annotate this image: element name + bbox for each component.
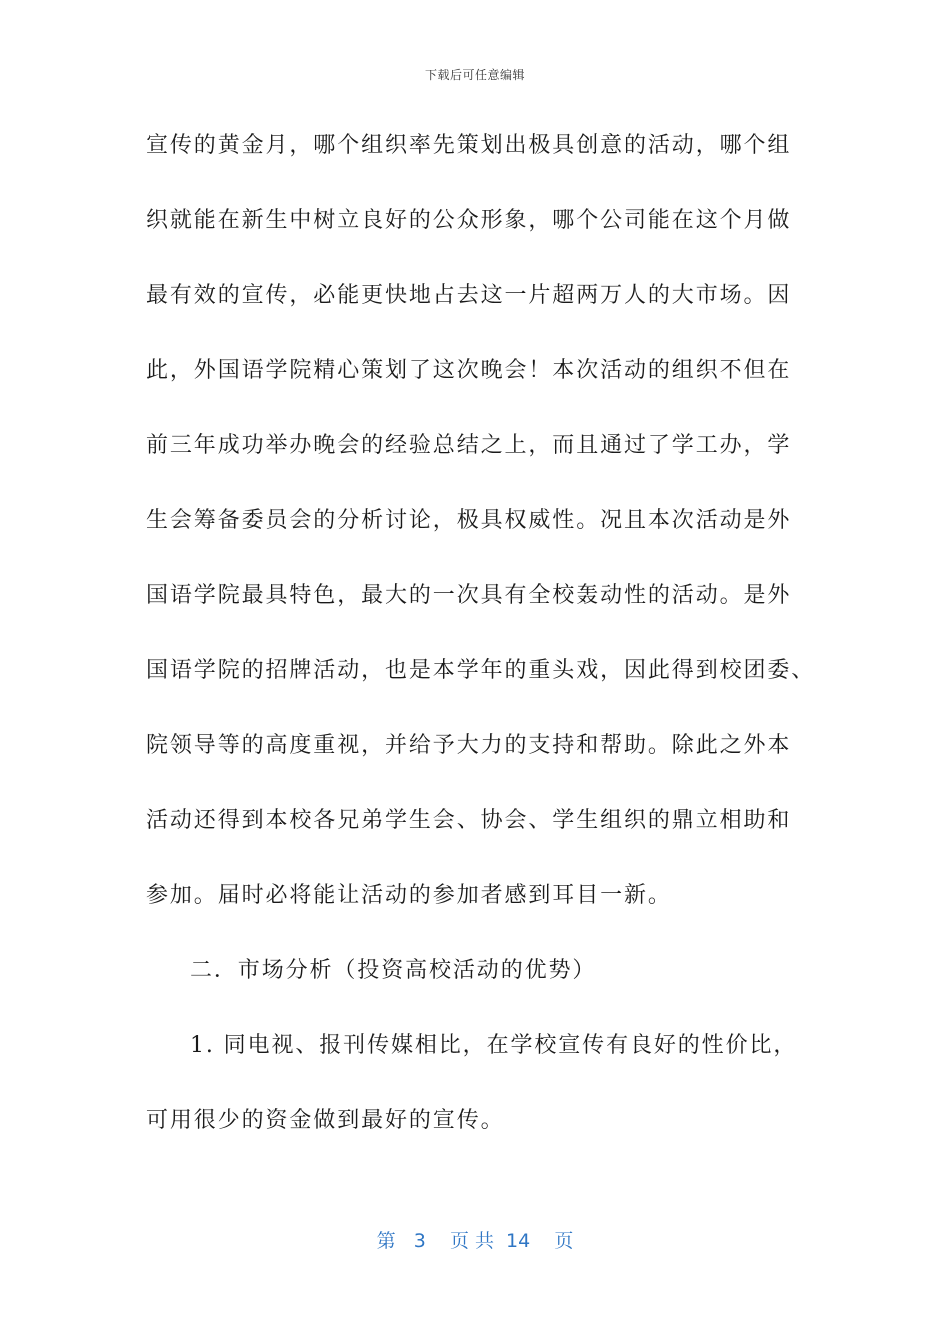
body-line: 织就能在新生中树立良好的公众形象，哪个公司能在这个月做 bbox=[146, 208, 792, 233]
body-line: 最有效的宣传，必能更快地占去这一片超两万人的大市场。因 bbox=[146, 283, 792, 308]
body-line: 生会筹备委员会的分析讨论，极具权威性。况且本次活动是外 bbox=[146, 508, 792, 533]
body-line: 国语学院的招牌活动，也是本学年的重头戏，因此得到校团委、 bbox=[146, 658, 816, 683]
page-number: 第 3 页 共 14 页 bbox=[376, 1230, 574, 1252]
body-line: 参加。届时必将能让活动的参加者感到耳目一新。 bbox=[146, 883, 672, 908]
body-line: 前三年成功举办晚会的经验总结之上，而且通过了学工办，学 bbox=[146, 433, 792, 458]
body-line: 可用很少的资金做到最好的宣传。 bbox=[146, 1108, 505, 1133]
body-line: 此，外国语学院精心策划了这次晚会！本次活动的组织不但在 bbox=[146, 358, 792, 383]
body-line: 活动还得到本校各兄弟学生会、协会、学生组织的鼎立相助和 bbox=[146, 808, 792, 833]
body-line: 宣传的黄金月，哪个组织率先策划出极具创意的活动，哪个组 bbox=[146, 133, 792, 158]
header-note: 下载后可任意编辑 bbox=[424, 68, 525, 82]
body-line: 国语学院最具特色，最大的一次具有全校轰动性的活动。是外 bbox=[146, 583, 792, 608]
section-heading: 二．市场分析（投资高校活动的优势） bbox=[190, 958, 597, 983]
list-item: 1. 同电视、报刊传媒相比，在学校宣传有良好的性价比， bbox=[190, 1033, 798, 1058]
body-line: 院领导等的高度重视，并给予大力的支持和帮助。除此之外本 bbox=[146, 733, 792, 758]
